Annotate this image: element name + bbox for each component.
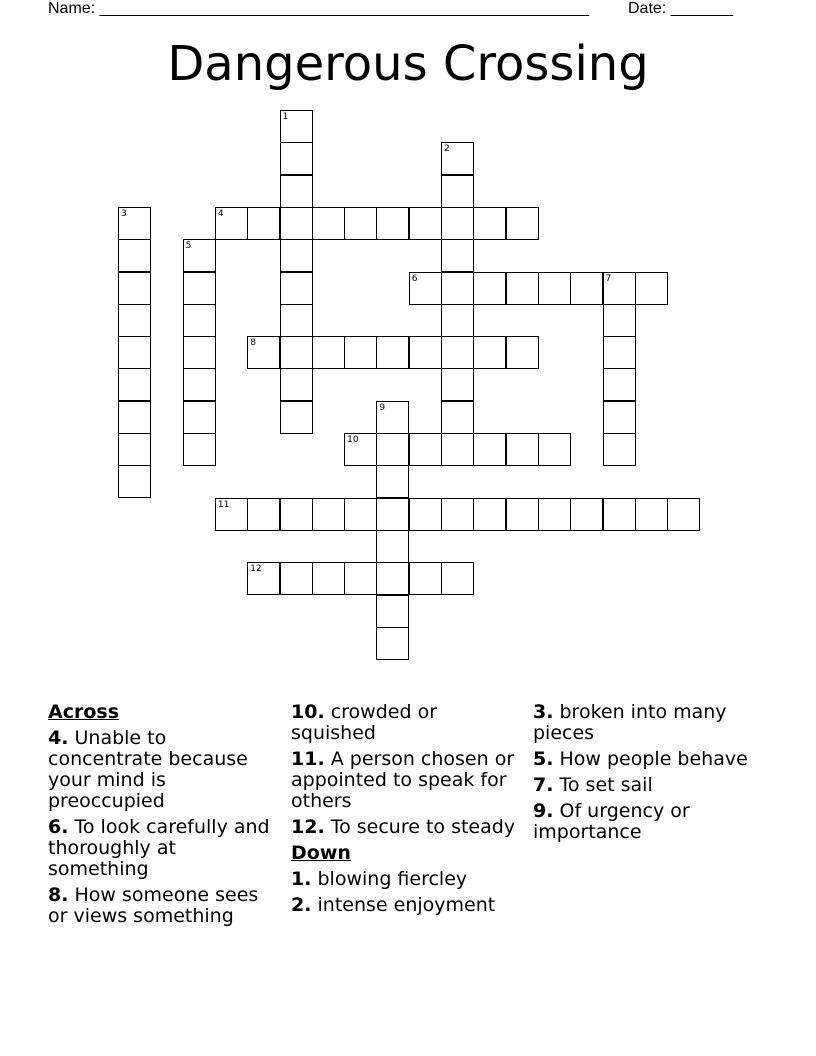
grid-cell[interactable] bbox=[280, 239, 313, 272]
clue-number-label: 7 bbox=[605, 273, 612, 284]
clue-text: intense enjoyment bbox=[317, 894, 496, 916]
grid-cell[interactable] bbox=[312, 498, 345, 531]
grid-cell[interactable] bbox=[441, 401, 474, 434]
clue-number-label: 6 bbox=[411, 273, 418, 284]
grid-cell[interactable] bbox=[409, 433, 442, 466]
grid-cell[interactable] bbox=[441, 239, 474, 272]
clue-number-label: 1 bbox=[282, 112, 289, 122]
grid-cell[interactable] bbox=[183, 272, 216, 305]
grid-cell[interactable] bbox=[344, 336, 377, 369]
grid-cell[interactable] bbox=[183, 239, 216, 272]
grid-cell[interactable] bbox=[280, 272, 313, 305]
grid-cell[interactable] bbox=[344, 562, 377, 595]
grid-cell[interactable] bbox=[409, 207, 442, 240]
grid-cell[interactable] bbox=[280, 110, 313, 143]
clue-column-2 bbox=[291, 702, 523, 921]
clue-down-2 bbox=[291, 895, 523, 916]
grid-cell[interactable] bbox=[376, 595, 409, 628]
grid-cell[interactable] bbox=[118, 401, 151, 434]
grid-cell[interactable] bbox=[118, 368, 151, 401]
grid-cell[interactable] bbox=[183, 401, 216, 434]
grid-cell[interactable] bbox=[441, 368, 474, 401]
clue-across-10 bbox=[291, 702, 523, 744]
grid-cell[interactable] bbox=[344, 207, 377, 240]
grid-cell[interactable] bbox=[183, 368, 216, 401]
grid-cell[interactable] bbox=[538, 433, 571, 466]
grid-cell[interactable] bbox=[506, 433, 539, 466]
grid-cell[interactable] bbox=[247, 498, 280, 531]
clue-text: To secure to steady bbox=[330, 816, 516, 838]
grid-cell[interactable] bbox=[473, 272, 506, 305]
date-label: Date: bbox=[628, 0, 667, 17]
grid-cell[interactable] bbox=[280, 304, 313, 337]
clue-column-1 bbox=[48, 702, 280, 932]
grid-cell[interactable] bbox=[183, 336, 216, 369]
grid-cell[interactable] bbox=[280, 368, 313, 401]
clue-text: A person chosen or appointed to speak for others bbox=[291, 748, 515, 812]
grid-cell[interactable] bbox=[603, 336, 636, 369]
grid-cell[interactable] bbox=[118, 465, 151, 498]
clue-number-label: 12 bbox=[250, 564, 262, 575]
grid-cell[interactable] bbox=[280, 142, 313, 175]
clue-number: 11. bbox=[291, 748, 325, 770]
clue-across-6 bbox=[48, 817, 280, 880]
grid-cell[interactable] bbox=[473, 498, 506, 531]
grid-cell[interactable] bbox=[118, 239, 151, 272]
grid-cell[interactable] bbox=[667, 498, 700, 531]
grid-cell[interactable] bbox=[280, 336, 313, 369]
grid-cell[interactable] bbox=[280, 401, 313, 434]
clue-number: 3. bbox=[533, 701, 554, 723]
grid-cell[interactable] bbox=[215, 207, 248, 240]
clue-number: 5. bbox=[533, 748, 554, 770]
clue-text: To set sail bbox=[559, 774, 653, 796]
clue-across-8 bbox=[48, 885, 280, 927]
clue-column-3 bbox=[533, 702, 765, 848]
grid-cell[interactable] bbox=[506, 336, 539, 369]
grid-cell[interactable] bbox=[118, 336, 151, 369]
clue-number: 2. bbox=[291, 894, 312, 916]
grid-cell[interactable] bbox=[603, 433, 636, 466]
clue-down-7 bbox=[533, 775, 765, 796]
grid-cell[interactable] bbox=[441, 272, 474, 305]
grid-cell[interactable] bbox=[506, 207, 539, 240]
clue-number: 6. bbox=[48, 816, 69, 838]
grid-cell[interactable] bbox=[215, 498, 248, 531]
grid-cell[interactable] bbox=[409, 562, 442, 595]
grid-cell[interactable] bbox=[603, 401, 636, 434]
clue-number: 7. bbox=[533, 774, 554, 796]
grid-cell[interactable] bbox=[441, 207, 474, 240]
grid-cell[interactable] bbox=[247, 336, 280, 369]
down-heading: Down bbox=[291, 842, 351, 864]
grid-cell[interactable] bbox=[441, 562, 474, 595]
clue-number-label: 3 bbox=[121, 208, 127, 219]
clue-across-4 bbox=[48, 728, 280, 812]
grid-cell[interactable] bbox=[376, 401, 409, 434]
grid-cell[interactable] bbox=[280, 175, 313, 208]
grid-cell[interactable] bbox=[376, 207, 409, 240]
grid-cell[interactable] bbox=[538, 272, 571, 305]
grid-cell[interactable] bbox=[376, 433, 409, 466]
grid-cell[interactable] bbox=[344, 433, 377, 466]
clue-number-label: 10 bbox=[347, 435, 359, 445]
grid-cell[interactable] bbox=[603, 498, 636, 531]
grid-cell[interactable] bbox=[441, 304, 474, 337]
grid-cell[interactable] bbox=[312, 562, 345, 595]
grid-cell[interactable] bbox=[118, 272, 151, 305]
grid-cell[interactable] bbox=[118, 207, 151, 240]
across-heading: Across bbox=[48, 701, 120, 723]
clue-text: broken into many pieces bbox=[533, 701, 727, 744]
clue-across-12 bbox=[291, 817, 523, 838]
clue-number-label: 11 bbox=[217, 499, 230, 510]
grid-cell[interactable] bbox=[473, 336, 506, 369]
grid-cell[interactable] bbox=[441, 433, 474, 466]
grid-cell[interactable] bbox=[183, 304, 216, 337]
grid-cell[interactable] bbox=[376, 336, 409, 369]
clue-text: crowded or squished bbox=[291, 701, 438, 744]
clue-down-5 bbox=[533, 749, 765, 770]
clue-number: 1. bbox=[291, 868, 312, 890]
date-line[interactable]: _______ bbox=[670, 0, 733, 17]
grid-cell[interactable] bbox=[376, 530, 409, 563]
name-line[interactable]: _______________________________________________________ bbox=[99, 0, 589, 17]
grid-cell[interactable] bbox=[376, 465, 409, 498]
clue-text: Unable to concentrate because your mind is preoccupied bbox=[48, 727, 248, 812]
clue-down-9 bbox=[533, 801, 765, 843]
grid-cell[interactable] bbox=[312, 207, 345, 240]
grid-cell[interactable] bbox=[247, 562, 280, 595]
name-label: Name: bbox=[48, 0, 96, 17]
grid-cell[interactable] bbox=[441, 142, 474, 175]
clue-text: How people behave bbox=[559, 748, 748, 770]
clue-number-label: 8 bbox=[250, 338, 256, 349]
grid-cell[interactable] bbox=[441, 336, 474, 369]
grid-cell[interactable] bbox=[441, 498, 474, 531]
grid-cell[interactable] bbox=[118, 433, 151, 466]
grid-cell[interactable] bbox=[603, 304, 636, 337]
grid-cell[interactable] bbox=[506, 272, 539, 305]
grid-cell[interactable] bbox=[441, 175, 474, 208]
clue-text: blowing fiercley bbox=[317, 868, 468, 890]
puzzle-title: Dangerous Crossing bbox=[167, 36, 649, 92]
grid-cell[interactable] bbox=[280, 562, 313, 595]
clue-text: How someone sees or views something bbox=[48, 884, 259, 927]
grid-cell[interactable] bbox=[603, 272, 636, 305]
clue-down-1 bbox=[291, 869, 523, 890]
grid-cell[interactable] bbox=[635, 498, 668, 531]
grid-cell[interactable] bbox=[538, 498, 571, 531]
clue-number-label: 2 bbox=[444, 144, 450, 155]
grid-cell[interactable] bbox=[183, 433, 216, 466]
clue-number: 4. bbox=[48, 727, 69, 749]
grid-cell[interactable] bbox=[570, 272, 603, 305]
clue-number-label: 4 bbox=[217, 208, 224, 219]
grid-cell[interactable] bbox=[473, 207, 506, 240]
clue-number: 8. bbox=[48, 884, 69, 906]
grid-cell[interactable] bbox=[312, 336, 345, 369]
grid-cell[interactable] bbox=[376, 627, 409, 660]
grid-cell[interactable] bbox=[603, 368, 636, 401]
grid-cell[interactable] bbox=[409, 498, 442, 531]
grid-cell[interactable] bbox=[409, 336, 442, 369]
grid-cell[interactable] bbox=[376, 562, 409, 595]
clue-across-11 bbox=[291, 749, 523, 812]
grid-cell[interactable] bbox=[506, 498, 539, 531]
clue-number-label: 5 bbox=[185, 241, 192, 252]
grid-cell[interactable] bbox=[376, 498, 409, 531]
clue-down-3 bbox=[533, 702, 765, 744]
clue-text: To look carefully and thoroughly at something bbox=[48, 816, 270, 880]
clue-number: 12. bbox=[291, 816, 325, 838]
grid-cell[interactable] bbox=[473, 433, 506, 466]
grid-cell[interactable] bbox=[280, 498, 313, 531]
grid-cell[interactable] bbox=[344, 498, 377, 531]
grid-cell[interactable] bbox=[118, 304, 151, 337]
clue-text: Of urgency or importance bbox=[533, 800, 690, 843]
grid-cell[interactable] bbox=[409, 272, 442, 305]
grid-cell[interactable] bbox=[280, 207, 313, 240]
grid-cell[interactable] bbox=[247, 207, 280, 240]
clue-number-label: 9 bbox=[379, 402, 386, 413]
clue-number: 10. bbox=[291, 701, 325, 723]
grid-cell[interactable] bbox=[570, 498, 603, 531]
grid-cell[interactable] bbox=[635, 272, 668, 305]
clue-number: 9. bbox=[533, 800, 554, 822]
